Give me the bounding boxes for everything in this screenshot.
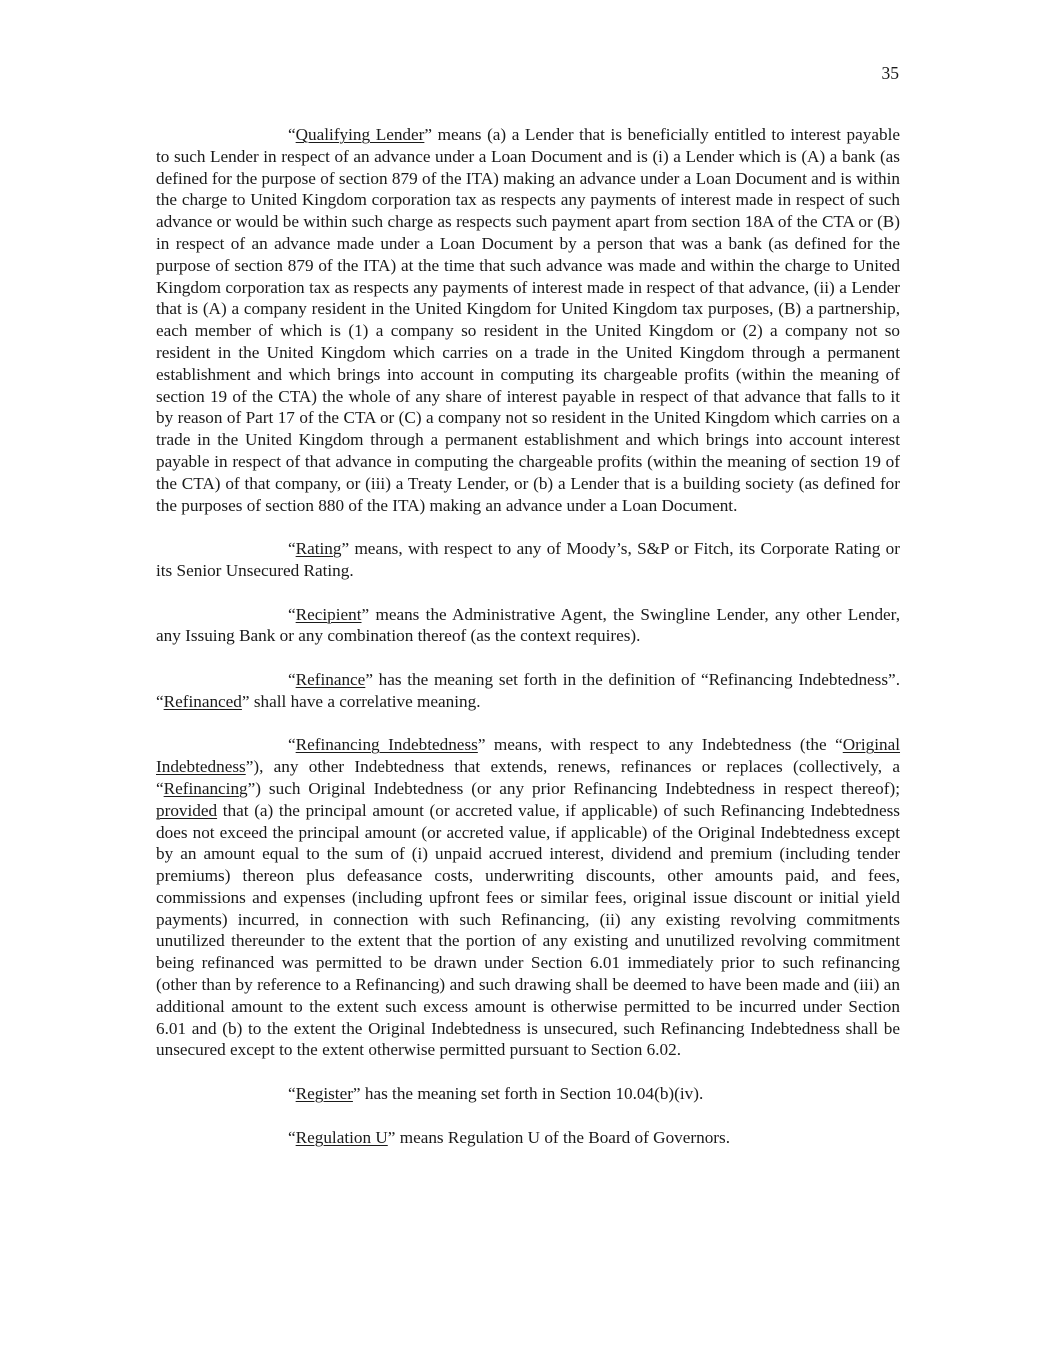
page-number: 35 (881, 63, 899, 83)
definition-text: ” has the meaning set forth in the definition of “Refinancing Indebtedness”. “ (156, 669, 900, 711)
defined-term-secondary: Refinanced (163, 691, 242, 711)
definition-text: that (a) the principal amount (or accreted value, if applicable) of such Refinancing Indebtedness does not exceed the principal amount (or accreted value, if applicable) of the Original Indebtedness except by an amount equal to the sum of (i) unpaid accrued interest, dividend and premium (including tender premiums) thereon plus defeasance costs, underwriting discounts, other amounts paid, and fees, commissions and expenses (including upfront fees or similar fees, original issue discount or initial yield payments) incurred, in connection with such Refinancing, (ii) any existing revolving commitments unutilized thereunder to the extent that the portion of any existing and unutilized revolving commitment being refinanced was permitted to be drawn under Section 6.01 immediately prior to such refinancing (other than by reference to a Refinancing) and such drawing shall be deemed to have been made and (iii) an additional amount to the extent such excess amount is otherwise permitted to be incurred under Section 6.01 and (b) to the extent the Original Indebtedness is unsecured, such Refinancing Indebtedness shall be unsecured except to the extent otherwise permitted pursuant to Section 6.02. (156, 800, 900, 1060)
definition-text: ”) such Original Indebtedness (or any prior Refinancing Indebtedness in respect thereof); (247, 778, 900, 798)
open-quote: “ (288, 604, 296, 624)
defined-term: Rating (295, 539, 342, 559)
definition-regulation-u (156, 1127, 900, 1149)
defined-term-original-indebtedness: Original Indebtedness (156, 735, 901, 777)
definition-text: ” means (a) a Lender that is beneficially entitled to interest payable to such Lender in respect of an advance under a Loan Document and is (i) a Lender which is (A) a bank (as defined for the purpose of section 879 of the ITA) making an advance under a Loan Document and is within the charge to United Kingdom corporation tax as respects any payments of interest made in respect of such advance or would be within such charge as respects such payment apart from section 18A of the CTA or (B) in respect of an advance made under a Loan Document by a person that was a bank (as defined for the purpose of section 879 of the ITA) at the time that such advance was made and within the charge to United Kingdom corporation tax as respects any payments of interest made in respect of that advance, (ii) a Lender that is (A) a company resident in the United Kingdom for United Kingdom tax purposes, (B) a partnership, each member of which is (1) a company so resident in the United Kingdom or (2) a company not so resident in the United Kingdom which carries on a trade in the United Kingdom through a permanent establishment and which brings into account in computing its chargeable profits (within the meaning of section 19 of the CTA) the whole of any share of interest payable in respect of that advance that falls to it by reason of Part 17 of the CTA or (C) a company not so resident in the United Kingdom which carries on a trade in the United Kingdom through a permanent establishment and which brings into account interest payable in respect of that advance in computing the chargeable profits (within the meaning of section 19 of the CTA) of that company, or (iii) a Treaty Lender, or (b) a Lender that is a building society (as defined for the purposes of section 880 of the ITA) making an advance under a Loan Document. (156, 125, 900, 515)
definition-qualifying-lender (156, 124, 900, 516)
definition-text-secondary: ” shall have a correlative meaning. (241, 691, 481, 711)
open-quote: “ (288, 735, 296, 755)
defined-term: Recipient (295, 604, 362, 624)
definition-text: ” means the Administrative Agent, the Swingline Lender, any other Lender, any Issuing Bank or any combination thereof (as the context requires). (156, 604, 900, 646)
open-quote: “ (288, 125, 296, 144)
document-body (156, 124, 900, 1170)
defined-term: Regulation U (295, 1127, 388, 1147)
definition-text: ” means, with respect to any Indebtedness (the “ (477, 735, 843, 755)
definition-text: ” means, with respect to any of Moody’s, S&P or Fitch, its Corporate Rating or its Senior Unsecured Rating. (156, 539, 900, 580)
definition-text: ” has the meaning set forth in Section 10.04(b)(iv). (352, 1084, 704, 1104)
defined-term-refinancing: Refinancing (163, 778, 248, 798)
defined-term: Refinancing Indebtedness (295, 735, 478, 755)
defined-term: Refinance (295, 669, 366, 689)
definition-recipient (156, 604, 900, 648)
definition-text: ”), any other Indebtedness that extends, renews, refinances or replaces (collectively, a “ (156, 757, 900, 798)
open-quote: “ (288, 539, 296, 559)
definition-rating (156, 538, 900, 582)
definition-register (156, 1083, 900, 1105)
proviso-term: provided (156, 800, 218, 820)
definition-refinancing-indebtedness (156, 734, 900, 1061)
definition-text: ” means Regulation U of the Board of Governors. (387, 1127, 731, 1147)
open-quote: “ (288, 1084, 296, 1104)
defined-term: Register (295, 1084, 353, 1104)
definition-refinance (156, 669, 900, 713)
open-quote: “ (288, 1127, 296, 1147)
defined-term: Qualifying Lender (295, 125, 425, 144)
open-quote: “ (288, 669, 296, 689)
